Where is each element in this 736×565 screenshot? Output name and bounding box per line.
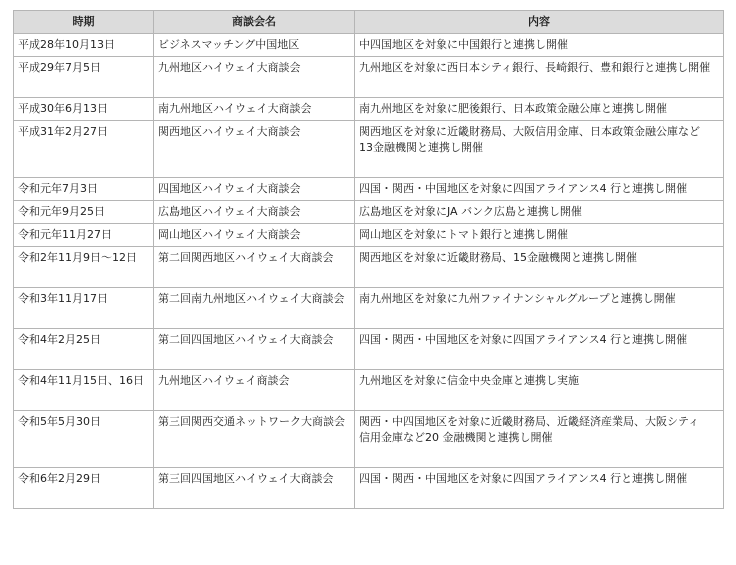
cell-period: 平成30年6月13日 xyxy=(14,98,154,121)
cell-content: 九州地区を対象に信金中央金庫と連携し実施 xyxy=(355,370,724,411)
business-meeting-table xyxy=(13,10,724,509)
table-row xyxy=(14,34,724,57)
cell-period: 令和元年7月3日 xyxy=(14,178,154,201)
cell-meeting-name: 関西地区ハイウェイ大商談会 xyxy=(154,121,355,178)
cell-period: 平成29年7月5日 xyxy=(14,57,154,98)
cell-period: 令和2年11月9日～12日 xyxy=(14,247,154,288)
cell-content-line: 信用金庫など20 金融機関と連携し開催 xyxy=(359,431,553,444)
header-period: 時期 xyxy=(14,11,154,34)
table-header-row xyxy=(14,11,724,34)
cell-content: 南九州地区を対象に肥後銀行、日本政策金融公庫と連携し開催 xyxy=(355,98,724,121)
table-row xyxy=(14,98,724,121)
table-row xyxy=(14,201,724,224)
cell-meeting-name: 第三回四国地区ハイウェイ大商談会 xyxy=(154,468,355,509)
cell-content: 南九州地区を対象に九州ファイナンシャルグループと連携し開催 xyxy=(355,288,724,329)
cell-meeting-name: 第二回関西地区ハイウェイ大商談会 xyxy=(154,247,355,288)
table-row xyxy=(14,370,724,411)
table-container xyxy=(13,10,724,509)
cell-content: 四国・関西・中国地区を対象に四国アライアンス4 行と連携し開催 xyxy=(355,468,724,509)
cell-meeting-name: 第三回関西交通ネットワーク大商談会 xyxy=(154,411,355,468)
cell-period: 令和3年11月17日 xyxy=(14,288,154,329)
cell-period: 平成28年10月13日 xyxy=(14,34,154,57)
cell-content: 四国・関西・中国地区を対象に四国アライアンス4 行と連携し開催 xyxy=(355,178,724,201)
cell-period: 令和5年5月30日 xyxy=(14,411,154,468)
cell-content-line: 13金融機関と連携し開催 xyxy=(359,141,483,154)
table-row xyxy=(14,411,724,468)
cell-content xyxy=(355,121,724,178)
table-row xyxy=(14,247,724,288)
cell-content: 広島地区を対象にJA バンク広島と連携し開催 xyxy=(355,201,724,224)
table-row xyxy=(14,224,724,247)
cell-period: 令和元年11月27日 xyxy=(14,224,154,247)
table-row xyxy=(14,121,724,178)
cell-period: 平成31年2月27日 xyxy=(14,121,154,178)
cell-content: 九州地区を対象に西日本シティ銀行、長崎銀行、豊和銀行と連携し開催 xyxy=(355,57,724,98)
table-row xyxy=(14,468,724,509)
table-row xyxy=(14,288,724,329)
cell-content xyxy=(355,411,724,468)
cell-period: 令和元年9月25日 xyxy=(14,201,154,224)
cell-period: 令和4年11月15日、16日 xyxy=(14,370,154,411)
cell-content-line: 関西地区を対象に近畿財務局、大阪信用金庫、日本政策金融公庫など xyxy=(359,125,700,138)
cell-meeting-name: 南九州地区ハイウェイ大商談会 xyxy=(154,98,355,121)
cell-content: 四国・関西・中国地区を対象に四国アライアンス4 行と連携し開催 xyxy=(355,329,724,370)
cell-content-line: 関西・中四国地区を対象に近畿財務局、近畿経済産業局、大阪シティ xyxy=(359,415,700,428)
header-meeting-name: 商談会名 xyxy=(154,11,355,34)
cell-meeting-name: 広島地区ハイウェイ大商談会 xyxy=(154,201,355,224)
cell-content: 関西地区を対象に近畿財務局、15金融機関と連携し開催 xyxy=(355,247,724,288)
header-content: 内容 xyxy=(355,11,724,34)
cell-period: 令和6年2月29日 xyxy=(14,468,154,509)
cell-meeting-name: 九州地区ハイウェイ商談会 xyxy=(154,370,355,411)
cell-content: 中四国地区を対象に中国銀行と連携し開催 xyxy=(355,34,724,57)
table-row xyxy=(14,57,724,98)
cell-meeting-name: 岡山地区ハイウェイ大商談会 xyxy=(154,224,355,247)
cell-meeting-name: 四国地区ハイウェイ大商談会 xyxy=(154,178,355,201)
cell-meeting-name: 第二回南九州地区ハイウェイ大商談会 xyxy=(154,288,355,329)
table-row xyxy=(14,178,724,201)
cell-content: 岡山地区を対象にトマト銀行と連携し開催 xyxy=(355,224,724,247)
table-row xyxy=(14,329,724,370)
cell-meeting-name: 九州地区ハイウェイ大商談会 xyxy=(154,57,355,98)
cell-meeting-name: 第二回四国地区ハイウェイ大商談会 xyxy=(154,329,355,370)
cell-meeting-name: ビジネスマッチング中国地区 xyxy=(154,34,355,57)
cell-period: 令和4年2月25日 xyxy=(14,329,154,370)
